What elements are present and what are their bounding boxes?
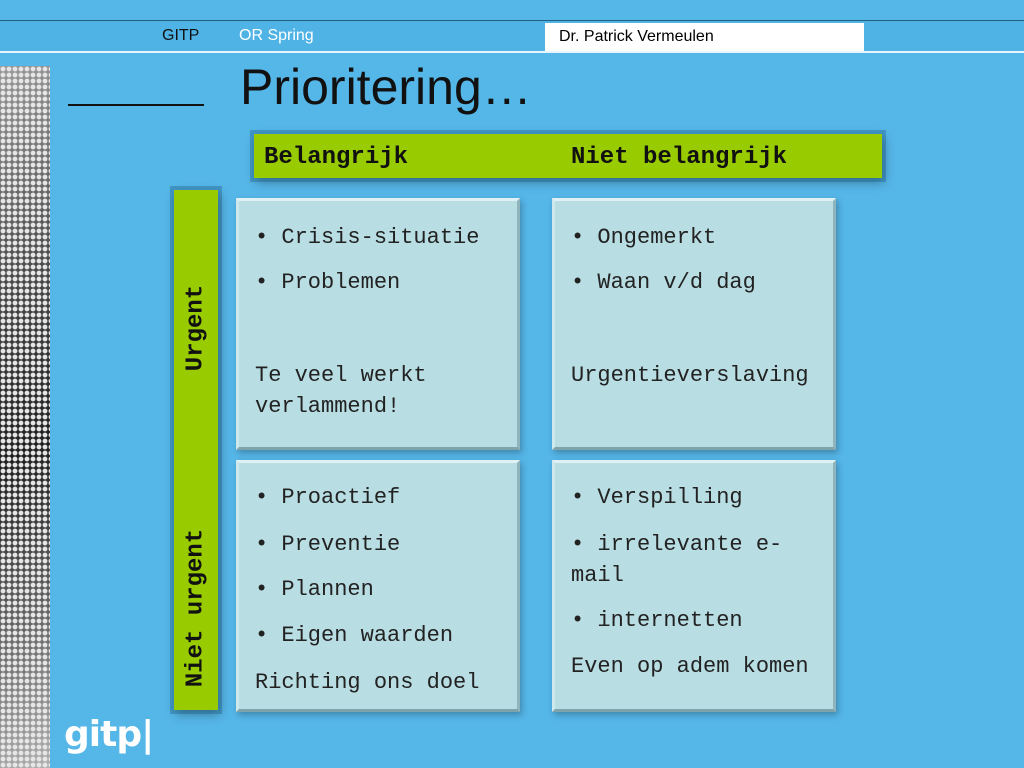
list-item: • Crisis-situatie: [255, 222, 517, 253]
quadrant-not-urgent-important: [236, 460, 520, 712]
gitp-logo: gitp|: [64, 714, 154, 755]
list-item: • Problemen: [255, 267, 517, 298]
event-label: OR Spring: [239, 27, 314, 44]
column-header-bar: [254, 134, 882, 178]
row-header-bar: [174, 190, 218, 710]
list-item: • Waan v/d dag: [571, 267, 833, 298]
quadrant-urgent-important: [236, 198, 520, 450]
quadrant-note: Richting ons doel: [255, 670, 480, 695]
speaker-name: Dr. Patrick Vermeulen: [559, 28, 714, 45]
list-item: • Verspilling: [571, 482, 833, 513]
speaker-box: [545, 23, 864, 51]
slide-title: Prioritering…: [240, 59, 532, 115]
quadrant-not-urgent-not-important: [552, 460, 836, 712]
top-bar: [0, 20, 1024, 53]
list-item: • internetten: [571, 605, 833, 636]
row-header-not-urgent: Niet urgent: [182, 528, 210, 688]
row-header-urgent: Urgent: [182, 284, 210, 372]
quadrant-note: Urgentieverslaving: [571, 363, 809, 388]
quadrant-note: Te veel werkt verlammend!: [255, 363, 427, 419]
list-item: • Plannen: [255, 574, 517, 605]
column-header-not-important: Niet belangrijk: [571, 144, 788, 171]
list-item: • Proactief: [255, 482, 517, 513]
column-header-important: Belangrijk: [264, 144, 409, 171]
quadrant-urgent-not-important: [552, 198, 836, 450]
list-item: • Ongemerkt: [571, 222, 833, 253]
quadrant-note: Even op adem komen: [571, 654, 809, 679]
list-item: • Preventie: [255, 529, 517, 560]
brand-label: GITP: [162, 27, 200, 44]
halftone-photo: [0, 66, 50, 768]
list-item: • Eigen waarden: [255, 620, 517, 651]
title-rule: [68, 104, 204, 106]
list-item: • irrelevante e-mail: [571, 529, 833, 591]
